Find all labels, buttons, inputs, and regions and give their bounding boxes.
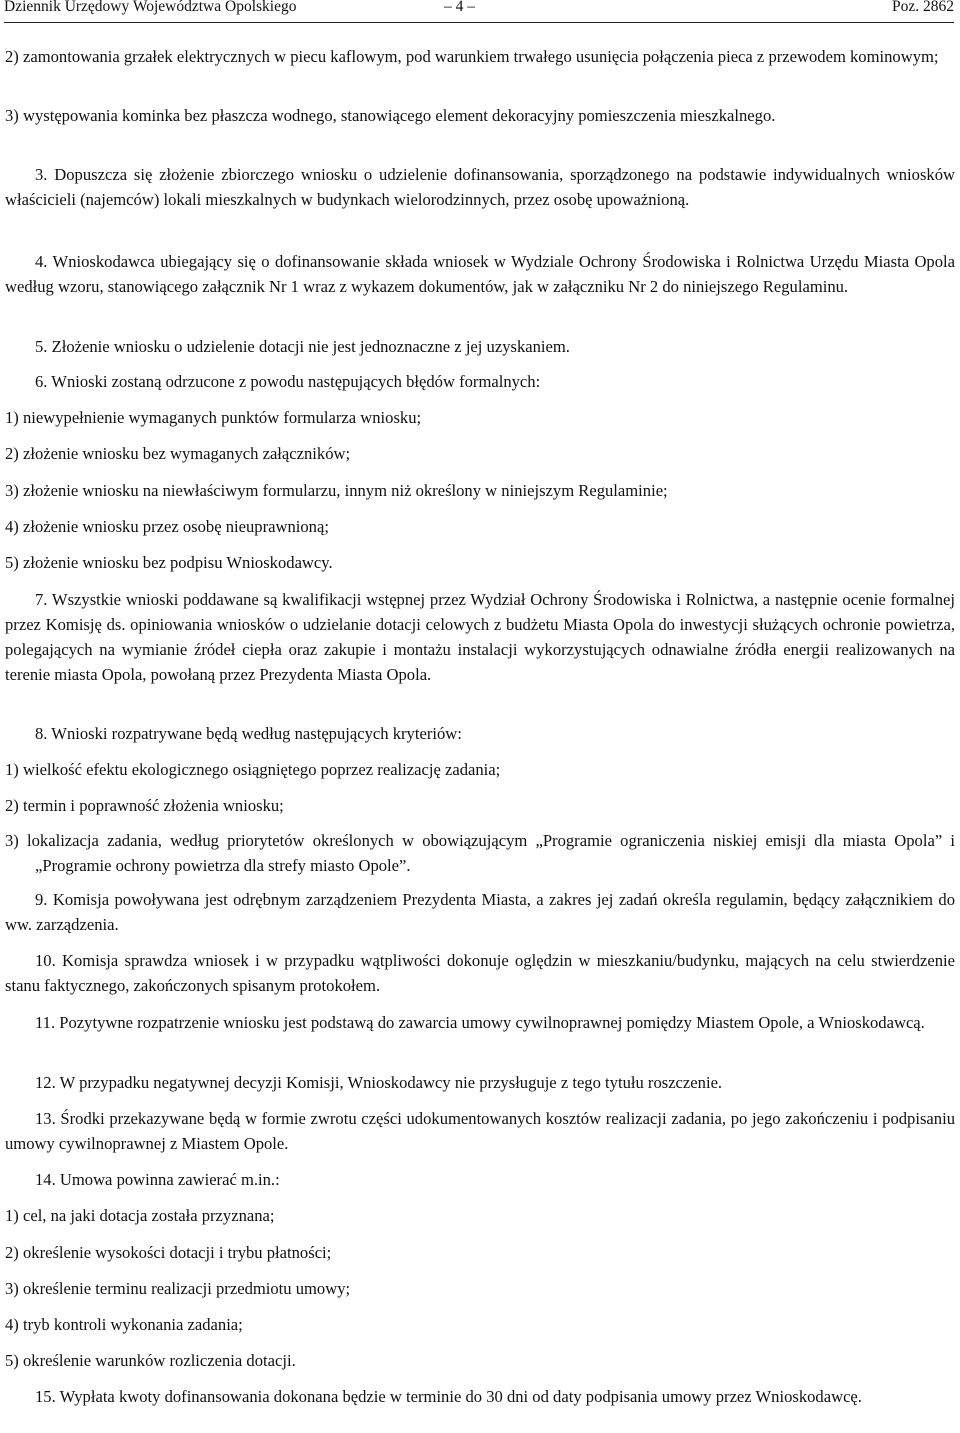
paragraph: 14. Umowa powinna zawierać m.in.:: [35, 1170, 280, 1189]
list-item: 4) złożenie wniosku przez osobę nieuprawnioną;: [5, 517, 329, 536]
list-item: 4) tryb kontroli wykonania zadania;: [5, 1315, 243, 1334]
list-item: 5) złożenie wniosku bez podpisu Wnioskodawcy.: [5, 553, 333, 572]
list-item: 1) niewypełnienie wymaganych punktów formularza wniosku;: [5, 408, 422, 427]
list-item: 3) występowania kominka bez płaszcza wodnego, stanowiącego element dekoracyjny pomieszczenia mieszkalnego.: [5, 106, 776, 125]
paragraph: 7. Wszystkie wnioski poddawane są kwalifikacji wstępnej przez Wydział Ochrony Środowiska i Rolnictwa, a następnie ocenie formalnej przez Komisję ds. opiniowania wniosków o udzielanie dotacji celowych z budżetu Miasta Opola do inwestycji służących ochronie powietrza, polegających na wymianie źródeł ciepła oraz zakupie i montażu instalacji wykorzystujących odnawialne źródła energii realizowanych na terenie miasta Opola, powołaną przez Prezydenta Miasta Opola.: [5, 590, 955, 684]
paragraph: 5. Złożenie wniosku o udzielenie dotacji nie jest jednoznaczne z jej uzyskaniem.: [35, 337, 570, 356]
paragraph: 9. Komisja powoływana jest odrębnym zarządzeniem Prezydenta Miasta, a zakres jej zadań określa regulamin, będący załącznikiem do ww. zarządzenia.: [5, 890, 955, 934]
paragraph: 6. Wnioski zostaną odrzucone z powodu następujących błędów formalnych:: [35, 372, 541, 391]
paragraph: 10. Komisja sprawdza wniosek i w przypadku wątpliwości dokonuje oględzin w mieszkaniu/budynku, mających na celu stwierdzenie stanu faktycznego, zakończonych spisanym protokołem.: [5, 951, 955, 995]
paragraph: 11. Pozytywne rozpatrzenie wniosku jest podstawą do zawarcia umowy cywilnoprawnej pomiędzy Miastem Opole, a Wnioskodawcą.: [35, 1013, 925, 1032]
list-item: 5) określenie warunków rozliczenia dotacji.: [5, 1351, 296, 1370]
paragraph: 8. Wnioski rozpatrywane będą według następujących kryteriów:: [35, 724, 462, 743]
list-item: 3) lokalizacja zadania, według priorytetów określonych w obowiązującym „Programie ograniczenia niskiej emisji dla miasta Opola” i „Programie ochrony powietrza dla strefy miasto Opole”.: [5, 831, 955, 875]
list-item: 3) określenie terminu realizacji przedmiotu umowy;: [5, 1279, 351, 1298]
list-item: 2) termin i poprawność złożenia wniosku;: [5, 796, 284, 815]
list-item: 2) określenie wysokości dotacji i trybu płatności;: [5, 1243, 332, 1262]
paragraph: 15. Wypłata kwoty dofinansowania dokonana będzie w terminie do 30 dni od daty podpisania umowy przez Wnioskodawcę.: [35, 1387, 862, 1406]
journal-title: Dziennik Urzędowy Województwa Opolskiego: [4, 0, 297, 15]
paragraph: 3. Dopuszcza się złożenie zbiorczego wniosku o udzielenie dofinansowania, sporządzonego na podstawie indywidualnych wniosków właścicieli (najemców) lokali mieszkalnych w budynkach wielorodzinnych, przez osobę upoważnioną.: [5, 165, 955, 209]
list-item: 1) wielkość efektu ekologicznego osiągniętego poprzez realizację zadania;: [5, 760, 501, 779]
list-item: 2) zamontowania grzałek elektrycznych w piecu kaflowym, pod warunkiem trwałego usunięcia połączenia pieca z przewodem kominowym;: [5, 47, 939, 66]
list-item: 1) cel, na jaki dotacja została przyznana;: [5, 1206, 275, 1225]
paragraph: 13. Środki przekazywane będą w formie zwrotu części udokumentowanych kosztów realizacji zadania, po jego zakończeniu i podpisaniu umowy cywilnoprawnej z Miastem Opole.: [5, 1109, 955, 1153]
page-number: – 4 –: [444, 0, 475, 15]
paragraph: 12. W przypadku negatywnej decyzji Komisji, Wnioskodawcy nie przysługuje z tego tytułu roszczenie.: [35, 1073, 723, 1092]
list-item: 2) złożenie wniosku bez wymaganych załączników;: [5, 444, 351, 463]
position-number: Poz. 2862: [892, 0, 954, 15]
paragraph: 4. Wnioskodawca ubiegający się o dofinansowanie składa wniosek w Wydziale Ochrony Środowiska i Rolnictwa Urzędu Miasta Opola według wzoru, stanowiącego załącznik Nr 1 wraz z wykazem dokumentów, jak w załączniku Nr 2 do niniejszego Regulaminu.: [5, 252, 955, 296]
page-header: [4, 0, 954, 23]
list-item: 3) złożenie wniosku na niewłaściwym formularzu, innym niż określony w niniejszym Regulaminie;: [5, 481, 668, 500]
